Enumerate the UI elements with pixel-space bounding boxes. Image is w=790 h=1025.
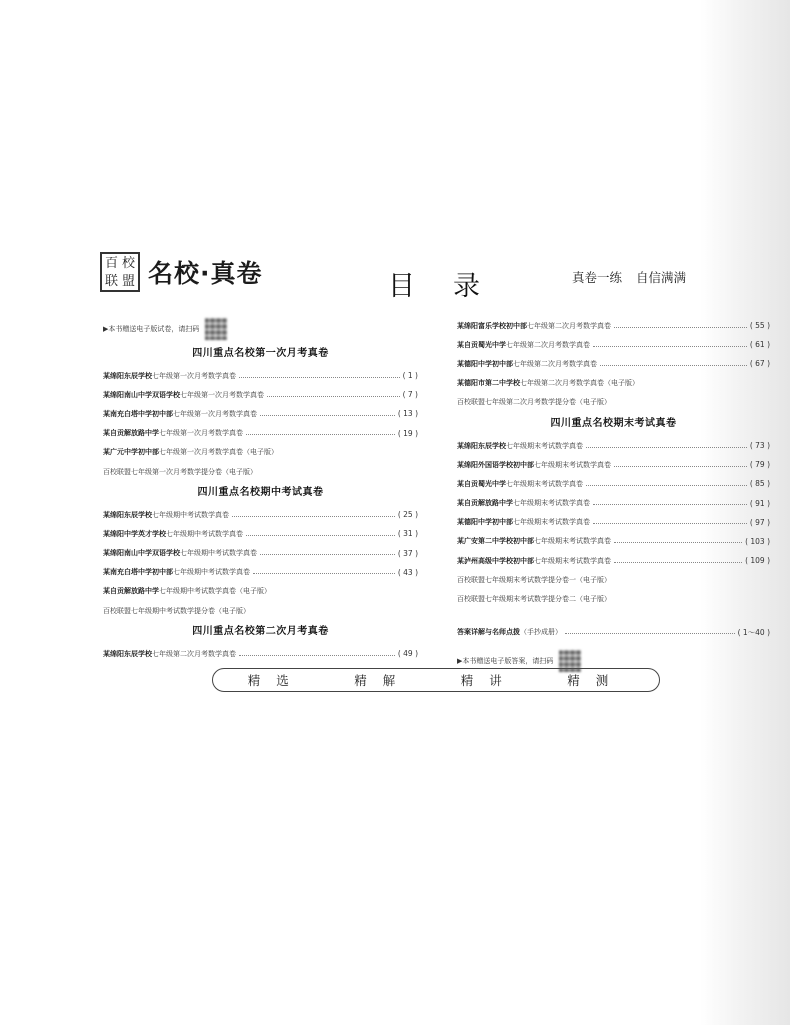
toc-entry[interactable] [103,366,418,385]
toc-entry[interactable] [103,582,418,601]
entry-page: ( 31 ) [397,529,418,539]
toc-entry[interactable] [457,589,770,608]
toc-section [457,412,770,609]
entry-page: ( 43 ) [397,567,418,577]
dot-leader [260,414,395,416]
entry-title: 七年级第一次月考数学真卷（电子版） [159,448,278,457]
entry-title: 七年级期中考试数学真卷 [166,529,243,538]
section-title: 四川重点名校第一次月考真卷 [192,348,329,359]
entry-title: （手抄成册） [520,628,562,637]
toc-entry[interactable] [457,513,770,532]
toc-entry[interactable] [103,443,418,462]
entry-title: 七年级第二次月考数学真卷 [506,340,590,349]
entry-title: 百校联盟七年级期中考试数学提分卷（电子版） [103,606,250,615]
dot-leader [593,522,747,524]
entry-school: 某自贡蜀光中学 [457,340,506,349]
entry-page: ( 1～40 ) [737,627,770,637]
toc-entry[interactable] [103,601,418,620]
entry-title: 七年级期末考试数学真卷 [534,537,611,546]
dot-leader [246,534,395,536]
brand-logo [100,252,263,292]
toc-entry[interactable] [103,424,418,443]
toc-entry[interactable] [457,570,770,589]
toc-entry[interactable] [103,462,418,481]
entry-school: 某自贡解放路中学 [103,587,159,596]
entry-page: ( 67 ) [749,359,770,369]
toc-entry[interactable] [457,316,770,335]
motto-word: 精选 [247,673,305,688]
toc-entry[interactable] [457,532,770,551]
dot-leader [593,503,747,505]
entry-title: 七年级期末考试数学真卷 [513,499,590,508]
toc-entry[interactable] [103,544,418,563]
dot-leader [614,465,747,467]
motto-banner [212,668,660,692]
toc-entry[interactable] [457,393,770,412]
toc-entry[interactable] [457,494,770,513]
entry-school: 某绵阳南山中学双语学校 [103,549,180,558]
dot-leader [614,326,747,328]
entry-page: ( 49 ) [397,649,418,659]
entry-title: 七年级第二次月考数学真卷 [513,359,597,368]
slogan: 真卷一练 自信满满 [572,270,686,285]
toc-section [103,620,418,663]
section-title: 四川重点名校期末考试真卷 [550,417,677,429]
entry-title: 七年级第一次月考数学真卷 [159,429,243,438]
toc-section [103,342,418,481]
entry-title: 七年级期末考试数学真卷 [513,518,590,527]
entry-school: 某广元中学初中部 [103,448,159,457]
entry-title: 七年级期中考试数学真卷 [180,549,257,558]
logo-char: 百 [104,256,118,271]
toc-left-column [103,316,418,663]
dot-leader [232,515,395,517]
dot-leader [614,541,742,543]
entry-school: 某德阳中学初中部 [457,518,513,527]
dot-leader [600,364,747,366]
entry-school: 某绵阳富乐学校初中部 [457,321,527,330]
toc-section [103,481,418,620]
entry-school: 某自贡蜀光中学 [457,479,506,488]
logo-char: 联 [104,274,118,289]
entry-title: 七年级第一次月考数学真卷 [173,409,257,418]
entry-title: 七年级期末考试数学真卷 [506,479,583,488]
motto-word: 精解 [354,673,412,688]
dot-leader [586,484,747,486]
ebook-note [103,316,418,342]
dot-leader [267,395,400,397]
entry-page: ( 55 ) [749,321,770,331]
motto-word: 精讲 [460,673,518,688]
toc-entry[interactable] [103,385,418,404]
toc-entry[interactable] [457,354,770,373]
entry-title: 百校联盟七年级期末考试数学提分卷二（电子版） [457,595,611,604]
toc-entry[interactable] [457,436,770,455]
entry-school: 某广安第二中学校初中部 [457,537,534,546]
entry-title: 七年级第一次月考数学真卷 [180,390,264,399]
entry-title: 七年级期中考试数学真卷 [152,510,229,519]
entry-page: ( 19 ) [397,428,418,438]
toc-entry[interactable] [457,551,770,570]
entry-page: ( 1 ) [402,371,418,381]
entry-school: 某绵阳东辰学校 [457,441,506,450]
dot-leader [239,376,400,378]
motto-word: 精测 [567,673,625,688]
entry-school: 某泸州高级中学校初中部 [457,556,534,565]
entry-school: 某德阳市第二中学校 [457,379,520,388]
entry-school: 答案详解与名师点拨 [457,628,520,637]
entry-school: 某绵阳外国语学校初中部 [457,460,534,469]
entry-school: 某德阳中学初中部 [457,359,513,368]
qr-code-icon [205,318,227,340]
dot-leader [586,446,747,448]
section-title: 四川重点名校期中考试真卷 [197,487,324,499]
entry-page: ( 79 ) [749,460,770,470]
toc-entry[interactable] [103,563,418,582]
entry-page: ( 37 ) [397,548,418,558]
entry-title: 百校联盟七年级第二次月考数学提分卷（电子版） [457,398,611,407]
dot-leader [253,572,395,574]
entry-school: 某绵阳东辰学校 [103,649,152,658]
entry-page: ( 91 ) [749,498,770,508]
entry-school: 某南充白塔中学初中部 [103,568,173,577]
entry-title: 七年级期末考试数学真卷 [506,441,583,450]
entry-title: 七年级第二次月考数学真卷 [527,321,611,330]
entry-page: ( 7 ) [402,390,418,400]
dot-leader [260,553,395,555]
toc-entry[interactable] [457,455,770,474]
entry-title: 七年级第二次月考数学真卷（电子版） [520,379,639,388]
toc-entry[interactable] [103,644,418,663]
entry-title: 百校联盟七年级期末考试数学提分卷一（电子版） [457,575,611,584]
dot-leader [614,561,742,563]
entry-title: 七年级期中考试数学真卷（电子版） [159,587,271,596]
entry-title: 七年级期中考试数学真卷 [173,568,250,577]
entry-school: 某绵阳东辰学校 [103,510,152,519]
toc-section-continued [457,316,770,412]
logo-seal [100,252,140,292]
entry-school: 某南充白塔中学初中部 [103,409,173,418]
page-title: 目录 [388,271,518,302]
toc-entry[interactable] [457,474,770,493]
entry-page: ( 103 ) [745,536,770,546]
entry-school: 某自贡解放路中学 [103,429,159,438]
brand-name: 名校·真卷 [148,259,263,288]
entry-title: 百校联盟七年级第一次月考数学提分卷（电子版） [103,467,257,476]
entry-title: 七年级期末考试数学真卷 [534,556,611,565]
dot-leader [246,433,395,435]
entry-page: ( 97 ) [749,517,770,527]
toc-entry[interactable] [103,505,418,524]
answer-entry[interactable] [457,623,770,642]
entry-title: 七年级期末考试数学真卷 [534,460,611,469]
toc-entry[interactable] [457,374,770,393]
dot-leader [565,632,735,634]
entry-page: ( 25 ) [397,510,418,520]
entry-school: 某绵阳中学英才学校 [103,529,166,538]
toc-entry[interactable] [103,524,418,543]
entry-page: ( 13 ) [397,409,418,419]
entry-title: 七年级第一次月考数学真卷 [152,371,236,380]
entry-page: ( 85 ) [749,479,770,489]
ebook-note-text: ▶本书赠送电子版试卷，请扫码 [103,325,200,333]
logo-char: 盟 [121,274,135,289]
entry-page: ( 73 ) [749,441,770,451]
entry-school: 某自贡解放路中学 [457,499,513,508]
entry-page: ( 61 ) [749,340,770,350]
dot-leader [593,345,747,347]
entry-title: 七年级第二次月考数学真卷 [152,649,236,658]
toc-right-column [457,316,770,674]
dot-leader [239,654,395,656]
logo-char: 校 [121,256,135,271]
section-title: 四川重点名校第二次月考真卷 [192,626,329,638]
toc-entry[interactable] [103,404,418,423]
entry-page: ( 109 ) [745,556,770,566]
answer-note-text: ▶本书赠送电子版答案，请扫码 [457,656,554,665]
toc-entry[interactable] [457,335,770,354]
entry-school: 某绵阳东辰学校 [103,371,152,380]
entry-school: 某绵阳南山中学双语学校 [103,390,180,399]
